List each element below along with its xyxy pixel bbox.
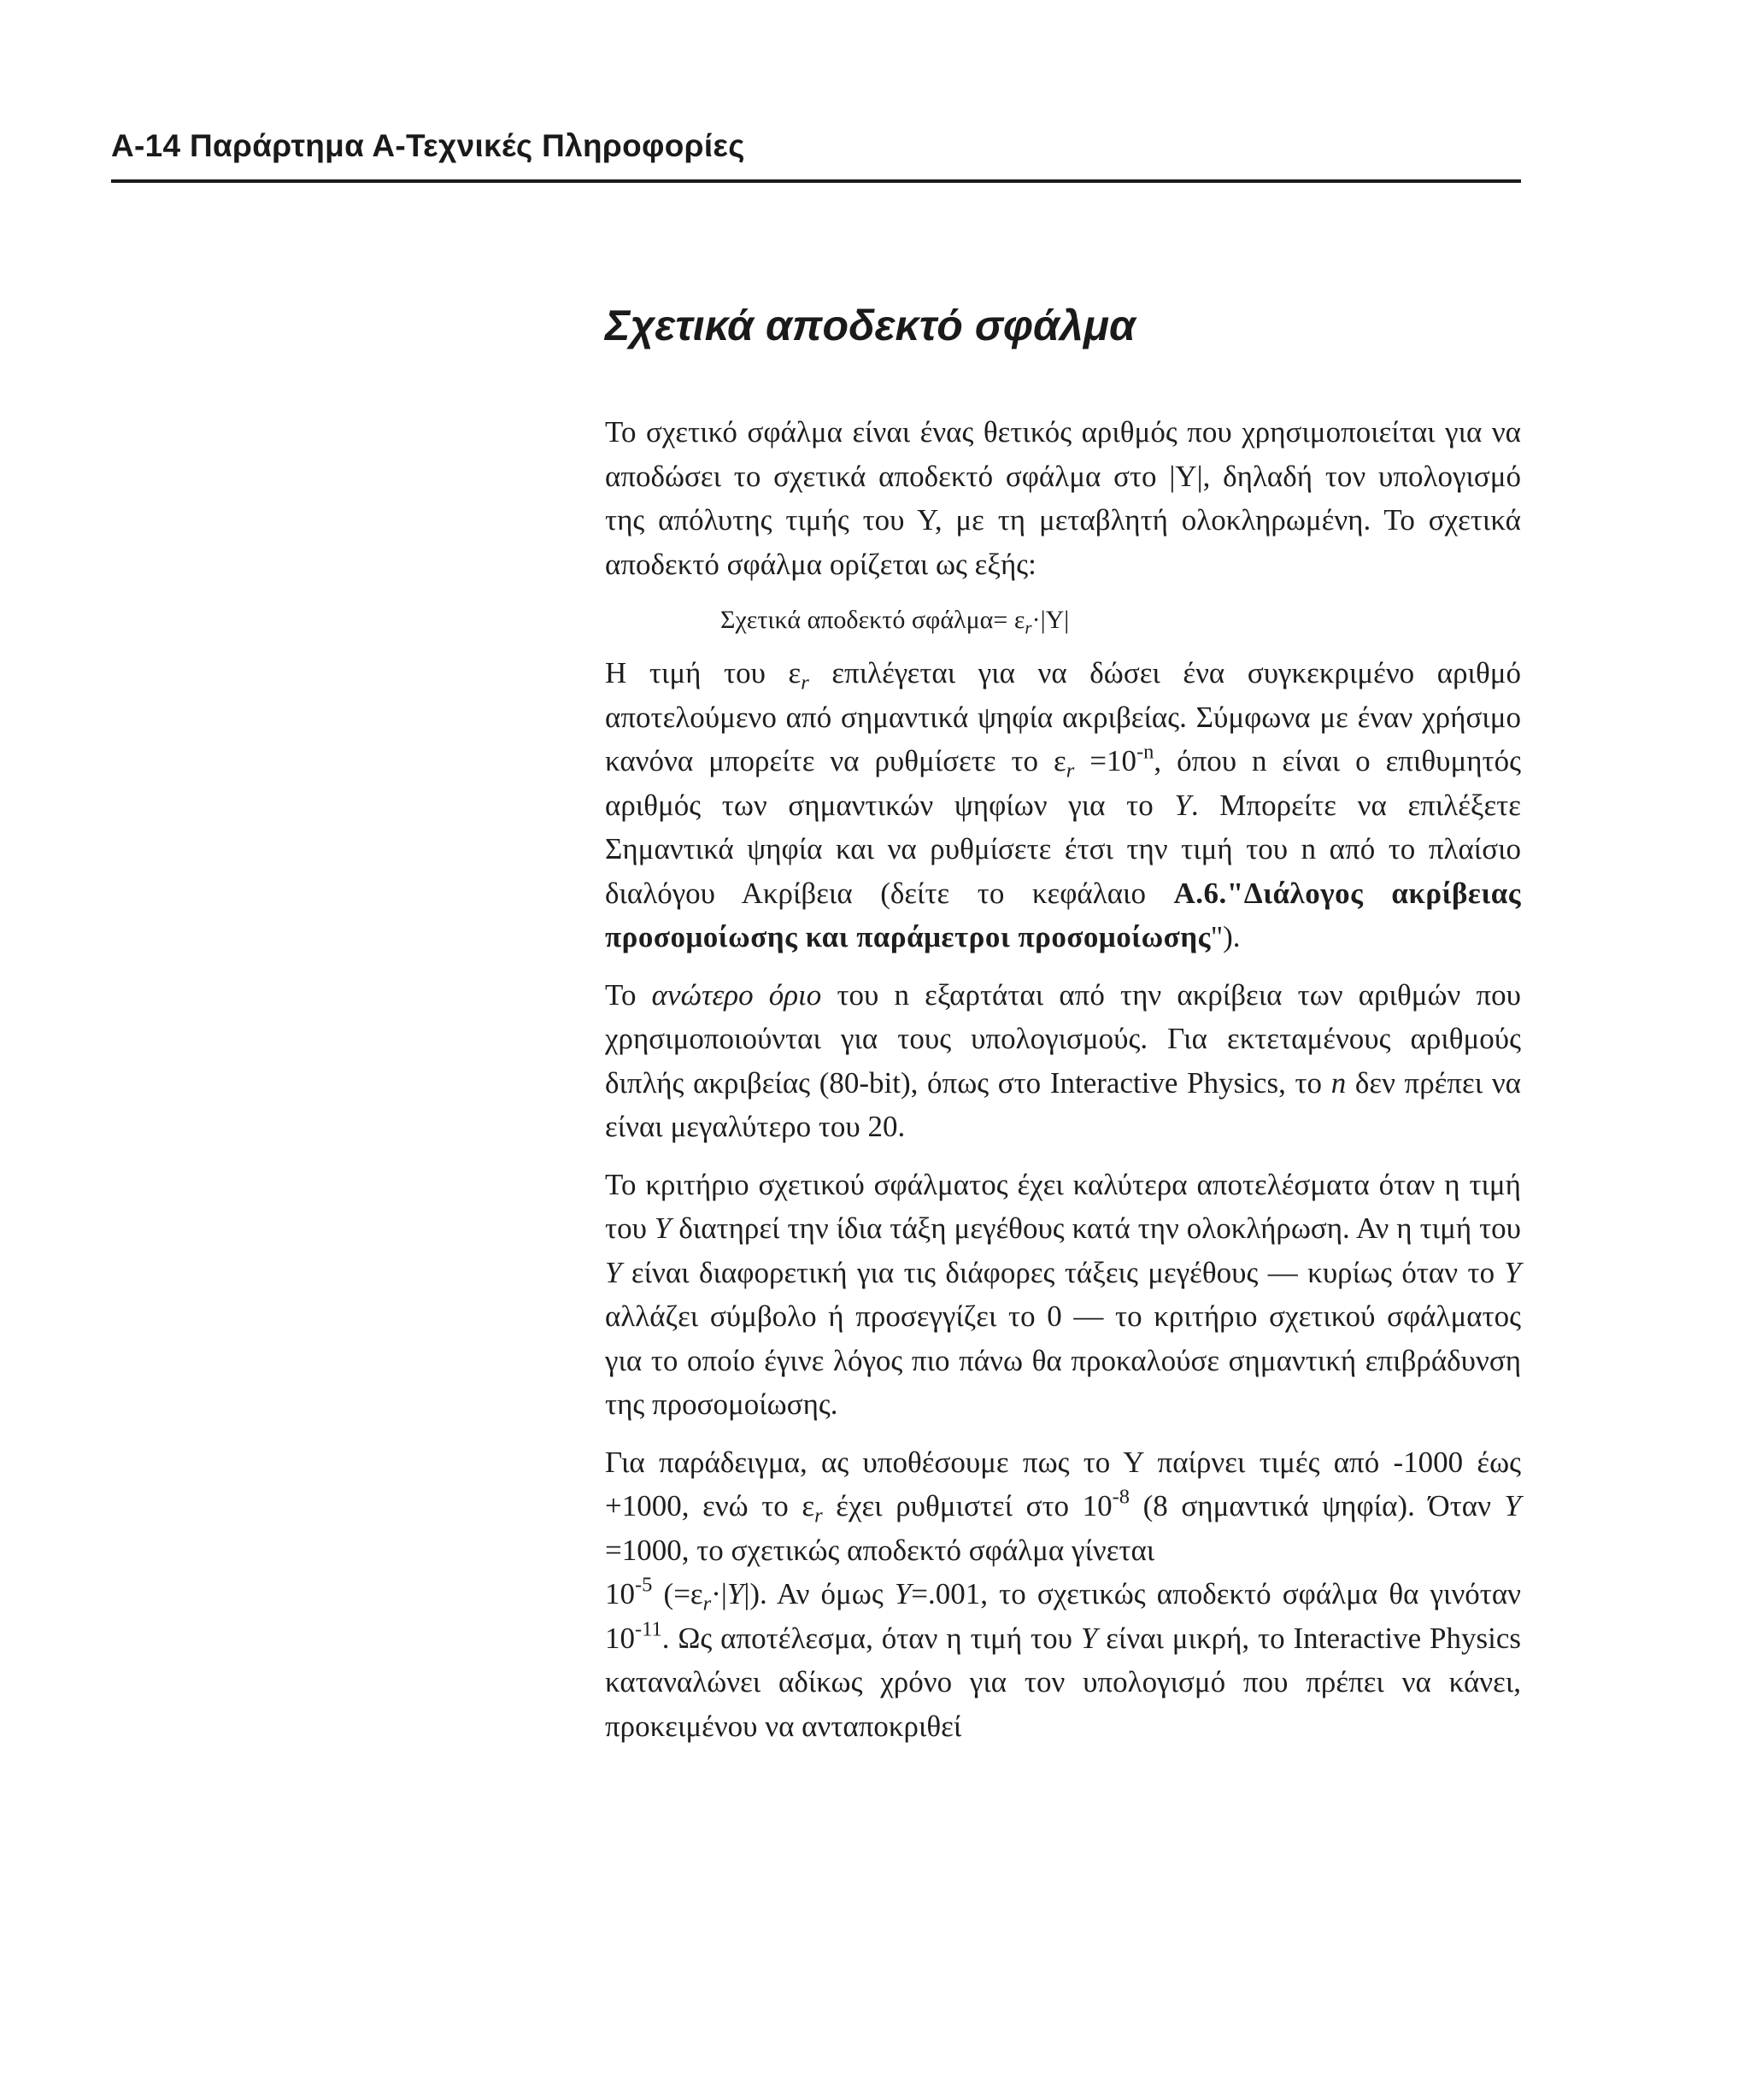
text-run: . Ως αποτέλεσμα, όταν η τιμή του [661,1621,1081,1655]
body-text [605,410,1521,1762]
paragraph-criterion [605,1163,1521,1427]
italic-variable: Y [1174,788,1191,822]
formula [605,600,1521,641]
text-run: (=ε [652,1577,703,1610]
superscript: -8 [1112,1485,1130,1509]
italic-variable: Y [894,1577,912,1610]
subscript: r [702,1592,712,1616]
text-run: δεν πρέπει να είναι μεγαλύτερο του 20. [605,1065,1521,1143]
italic-variable: Y [726,1577,744,1610]
text-run: Το κριτήριο σχετικού σφάλματος έχει καλύτερα αποτελέσματα όταν η τιμή του [605,1167,1521,1245]
text-run: 10 [605,1577,635,1610]
formula-subscript: r [1025,617,1032,638]
text-run: αλλάζει σύμβολο ή προσεγγίζει το 0 — το κριτήριο σχετικού σφάλματος για το οποίο έγινε λόγος πιο πάνω θα προκαλούσε σημαντική επιβράδυνση της προσομοίωσης. [605,1299,1521,1421]
subscript: r [1066,759,1075,783]
text-run: έχει ρυθμιστεί στο 10 [822,1489,1113,1522]
italic-variable: Y [1080,1621,1098,1655]
text-run: (8 σημαντικά ψηφία). Όταν [1130,1489,1505,1522]
section-title: Σχετικά αποδεκτό σφάλμα [605,302,1136,349]
text-run: επιλέγεται για να δώσει ένα συγκεκριμένο αριθμό αποτελούμενο από σημαντικά ψηφία ακριβείας. Σύμφωνα με έναν χρήσιμο κανόνα μπορείτε να ρυθμίσετε το ε [605,656,1521,777]
text-run: του n εξαρτάται από την ακρίβεια των αριθμών που χρησιμοποιούνται για τους υπολογισμούς. Για εκτεταμένους αριθμούς διπλής ακριβείας (80-bit), όπως στο Interactive Physics, το [605,977,1522,1100]
paragraph-example [605,1440,1521,1749]
text-run: ·| [711,1577,727,1610]
formula-rhs: ·|Y| [1031,606,1070,634]
text-run: Για παράδειγμα, ας υποθέσουμε πως το Υ παίρνει τιμές από -1000 έως +1000, ενώ το ε [605,1445,1521,1522]
text-run: , όπου n είναι ο επιθυμητός αριθμός των σημαντικών ψηφίων για το [605,744,1521,822]
text-run: διατηρεί την ίδια τάξη μεγέθους κατά την ολοκλήρωση. Αν η τιμή του [671,1211,1521,1245]
paragraph-epsilon [605,651,1521,959]
paragraph-definition: Το σχετικό σφάλμα είναι ένας θετικός αριθμός που χρησιμοποιείται για να αποδώσει το σχετικά αποδεκτό σφάλμα στο |Υ|, δηλαδή τον υπολογισμό της απόλυτης τιμής του Υ, με τη μεταβλητή ολοκληρωμένη. Το σχετικά αποδεκτό σφάλμα ορίζεται ως εξής: [605,415,1521,581]
subscript: r [814,1504,823,1528]
chapter-reference: A.6."Διάλογος ακρίβειας προσομοίωσης και παράμετροι προσομοίωσης [605,876,1521,953]
text-run: =1000, το σχετικώς αποδεκτό σφάλμα γίνεται [605,1533,1155,1567]
text-run: =.001, το σχετικώς αποδεκτό σφάλμα θα γινόταν 10 [605,1577,1522,1655]
superscript: -n [1136,740,1154,764]
superscript: -5 [635,1573,653,1597]
italic-term: ανώτερο όριο [651,977,822,1012]
italic-variable: n [1330,1065,1347,1100]
subscript: r [801,671,809,695]
italic-variable: Y [1504,1489,1521,1522]
formula-lhs: Σχετικά αποδεκτό σφάλμα= ε [720,606,1025,634]
text-run: Η τιμή του ε [605,656,802,689]
italic-variable: Y [605,1255,622,1289]
superscript: -11 [635,1616,662,1640]
text-run: είναι μικρή, το Interactive Physics καταναλώνει αδίκως χρόνο για τον υπολογισμό που πρέπει να κάνει, προκειμένου να ανταποκριθεί [605,1621,1521,1743]
text-run: "). [1210,920,1241,953]
italic-variable: Y [1504,1255,1521,1289]
text-run: Το [605,977,652,1012]
text-run: =10 [1074,744,1136,777]
text-run: . Μπορείτε να επιλέξετε Σημαντικά ψηφία και να ρυθμίσετε έτσι την τιμή του n από το πλαίσιο διαλόγου Ακρίβεια (δείτε το κεφάλαιο [605,788,1521,910]
text-run: είναι διαφορετική για τις διάφορες τάξεις μεγέθους — κυρίως όταν το [621,1255,1505,1289]
paragraph-upper-limit [605,973,1521,1149]
running-header: A-14 Παράρτημα Α-Τεχνικές Πληροφορίες [111,128,745,163]
italic-variable: Y [654,1211,672,1245]
header-rule [111,179,1521,183]
text-run: |). Αν όμως [743,1577,895,1610]
